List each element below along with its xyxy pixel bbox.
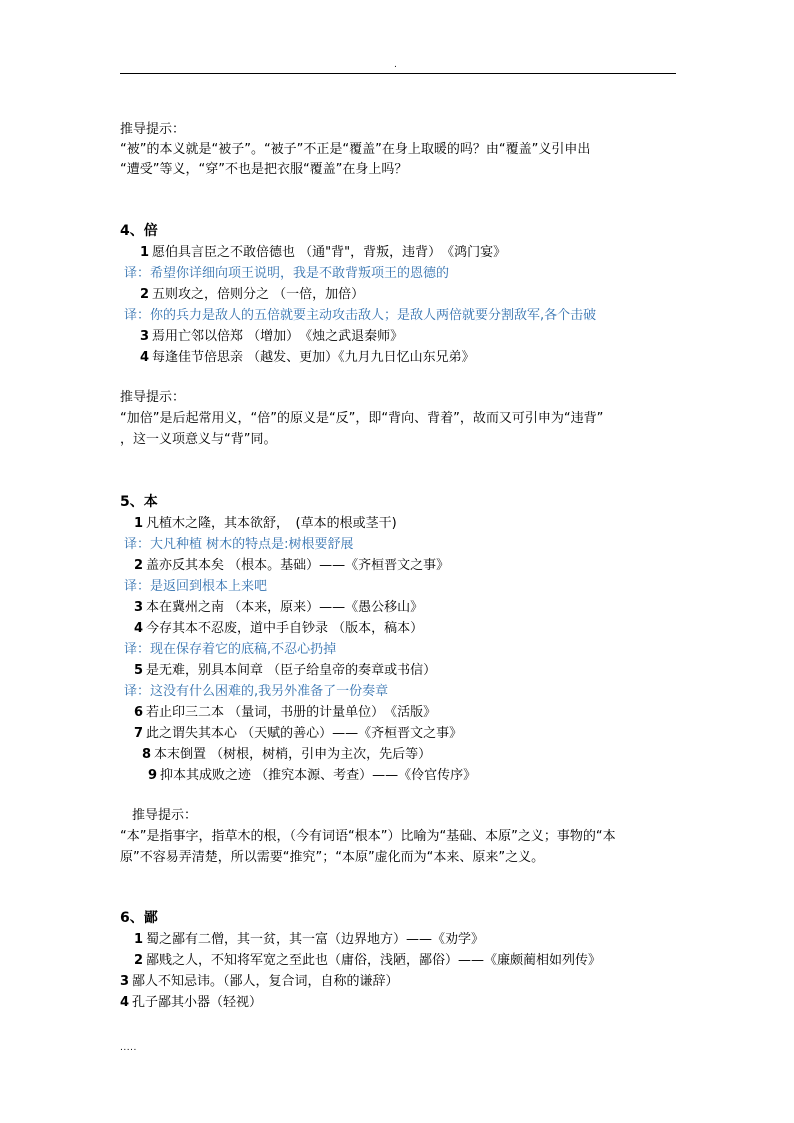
header-rule <box>120 73 676 74</box>
example-line <box>140 287 364 303</box>
example-line <box>148 768 476 784</box>
example-text: 本在冀州之南 （本来，原来）——《愚公移山》 <box>146 600 424 615</box>
item-number: 2 <box>134 558 144 573</box>
example-text: 每逢佳节倍思亲 （越发、更加）《九月九日忆山东兄弟》 <box>152 350 475 365</box>
item-number: 4 <box>120 995 130 1010</box>
example-text: 此之谓失其本心 （天赋的善心）——《齐桓晋文之事》 <box>146 726 463 741</box>
translation-line: 译：是返回到根本上来吧 <box>124 579 268 594</box>
example-text: 鄙贱之人，不知将军宽之至此也（庸俗，浅陋，鄙俗）——《廉颇蔺相如列传》 <box>146 953 602 968</box>
item-number: 2 <box>140 287 150 302</box>
item-number: 6 <box>134 705 144 720</box>
hint-line: “加倍”是后起常用义，“倍”的原义是“反”，即“背向、背着”，故而又可引申为“违背” <box>120 411 604 426</box>
item-number: 1 <box>134 516 144 531</box>
example-line <box>134 516 397 532</box>
footer-dots: ..... <box>120 1043 137 1053</box>
item-number: 5 <box>134 663 144 678</box>
example-text: 若止印三二本 （量词，书册的计量单位） 《活版》 <box>146 705 437 720</box>
example-text: 今存其本不忍废，道中手自钞录 （版本，稿本） <box>146 621 424 636</box>
example-text: 抑本其成败之迹 （推究本源、考查）——《伶官传序》 <box>160 768 477 783</box>
section-title: 6、鄙 <box>120 910 158 926</box>
example-line <box>134 600 423 616</box>
example-line <box>140 329 403 345</box>
hint-line: “遭受”等义，“穿”不也是把衣服“覆盖”在身上吗？ <box>120 162 408 177</box>
example-line <box>120 995 262 1011</box>
example-line <box>134 663 436 679</box>
example-text: 鄙人不知忌讳。（鄙人，复合词，自称的谦辞） <box>132 974 399 989</box>
hint-label: 推导提示： <box>120 390 186 405</box>
header-dot: . <box>394 60 397 70</box>
item-number: 3 <box>120 974 130 989</box>
translation-line: 译：希望你详细向项王说明，我是不敢背叛项王的恩德的 <box>124 266 450 281</box>
example-line <box>134 932 484 948</box>
hint-line: ，这一义项意义与“背”同。 <box>120 432 277 447</box>
example-text: 蜀之鄙有二僧，其一贫，其一富（边界地方）——《劝学》 <box>146 932 485 947</box>
item-number: 9 <box>148 768 158 783</box>
example-line <box>134 621 423 637</box>
section-title: 5、本 <box>120 494 158 510</box>
hint-line: “被”的本义就是“被子”。“被子”不正是“覆盖”在身上取暖的吗？由“覆盖”义引申出 <box>120 142 591 157</box>
translation-line: 译：现在保存着它的底稿,不忍心扔掉 <box>124 642 337 657</box>
translation-line: 译：这没有什么困难的,我另外准备了一份奏章 <box>124 684 389 699</box>
translation-line: 译：你的兵力是敌人的五倍就要主动攻击敌人；是敌人两倍就要分割敌军,各个击破 <box>124 308 597 323</box>
example-text: 五则攻之，倍则分之 （一倍，加倍） <box>152 287 365 302</box>
example-line <box>134 953 601 969</box>
translation-line: 译：大凡种植 树木的特点是:树根要舒展 <box>124 537 354 552</box>
example-line <box>134 705 436 721</box>
example-line <box>140 245 506 261</box>
example-text: 焉用亡邻以倍郑 （增加） 《烛之武退秦师》 <box>152 329 404 344</box>
example-line <box>134 558 449 574</box>
section-title: 4、倍 <box>120 223 158 239</box>
item-number: 4 <box>134 621 144 636</box>
item-number: 2 <box>134 953 144 968</box>
example-line <box>142 747 431 763</box>
hint-line: “本”是指事字，指草木的根，（今有词语“根本”）比喻为“基础、本原”之义；事物的“本 <box>120 829 616 844</box>
example-text: 孔子鄙其小器（轻视） <box>132 995 263 1010</box>
example-text: 凡植木之隆，其本欲舒， (草本的根或茎干) <box>146 516 397 531</box>
example-line <box>140 350 475 366</box>
item-number: 3 <box>134 600 144 615</box>
item-number: 8 <box>142 747 152 762</box>
item-number: 4 <box>140 350 150 365</box>
item-number: 3 <box>140 329 150 344</box>
example-text: 本末倒置 （树根，树梢，引申为主次，先后等） <box>154 747 432 762</box>
example-line <box>120 974 399 990</box>
item-number: 1 <box>140 245 150 260</box>
hint-label: 推导提示： <box>120 122 186 137</box>
example-text: 盖亦反其本矣 （根本。基础）——《齐桓晋文之事》 <box>146 558 450 573</box>
hint-label: 推导提示： <box>132 808 198 823</box>
example-text: 愿伯具言臣之不敢倍德也 （通"背"，背叛，违背） 《鸿门宴》 <box>152 245 507 260</box>
hint-line: 原”不容易弄清楚，所以需要“推究”；“本原”虚化而为“本来、原来”之义。 <box>120 850 545 865</box>
item-number: 1 <box>134 932 144 947</box>
example-line <box>134 726 462 742</box>
example-text: 是无难，别具本间章 （臣子给皇帝的奏章或书信） <box>146 663 437 678</box>
item-number: 7 <box>134 726 144 741</box>
